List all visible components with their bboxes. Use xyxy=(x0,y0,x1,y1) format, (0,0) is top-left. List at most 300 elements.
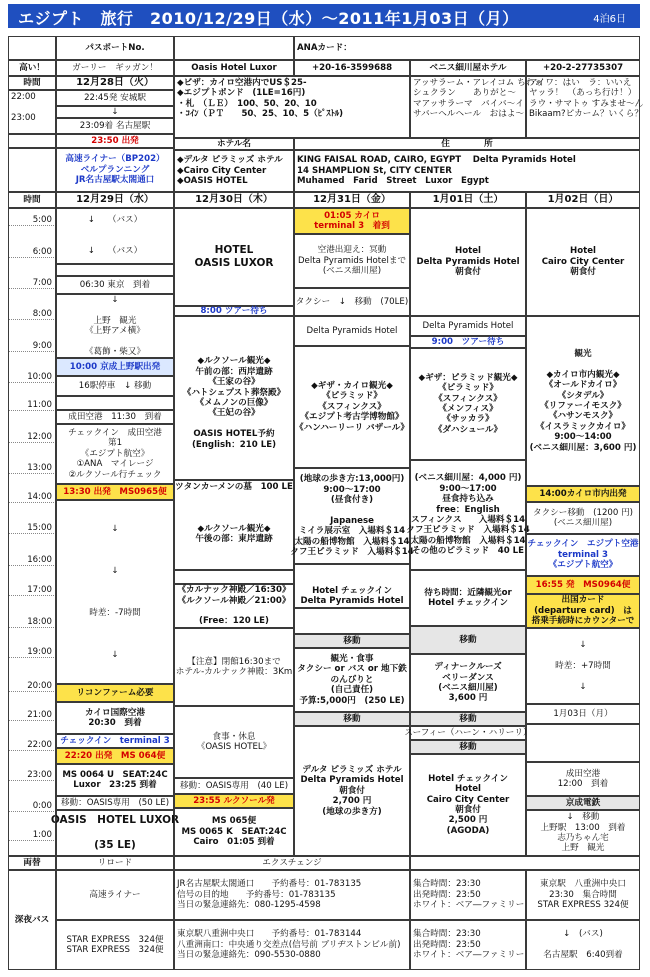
cell-line: ◆カイロ市内観光◆ xyxy=(546,369,620,380)
schedule-cell xyxy=(56,748,174,764)
schedule-cell xyxy=(294,712,410,726)
cell-line: 9:00 ツアー待ち xyxy=(431,336,505,347)
schedule-cell xyxy=(56,208,174,264)
schedule-cell xyxy=(294,648,410,712)
schedule-cell xyxy=(8,60,56,76)
cell-line xyxy=(582,671,585,681)
schedule-cell xyxy=(174,808,294,856)
cell-line: 23:00 xyxy=(11,112,36,123)
cell-line: JR名古屋駅太閤通口 xyxy=(75,175,155,186)
cell-line: 01:05 カイロ xyxy=(324,210,380,221)
cell-line xyxy=(233,346,236,356)
cell-line: 22:20 出発 MS 064便 xyxy=(64,750,166,761)
hour-label: 11:00 xyxy=(27,400,52,410)
schedule-cell xyxy=(174,36,294,60)
schedule-cell xyxy=(294,634,410,648)
cell-line: 9:00～17:00 xyxy=(323,484,381,495)
cell-line: Oasis Hotel Luxor xyxy=(191,62,277,73)
cell-line: 《ハンハーリーリ バザール》 xyxy=(295,422,409,433)
cell-line xyxy=(233,503,236,513)
schedule-cell xyxy=(526,704,640,724)
cell-line xyxy=(114,639,117,649)
schedule-cell xyxy=(174,794,294,808)
schedule-cell xyxy=(8,90,56,134)
schedule-cell xyxy=(294,726,410,856)
hour-label: 7:00 xyxy=(32,278,52,288)
cell-line: Hotel xyxy=(455,784,481,795)
schedule-cell xyxy=(56,148,174,192)
schedule-cell xyxy=(294,564,410,608)
schedule-cell xyxy=(410,208,526,316)
cell-line: terminal 3 xyxy=(558,549,608,560)
cell-line: 観光・食事 xyxy=(330,653,374,664)
cell-line: 高速ライナー（BP202） xyxy=(65,154,165,165)
cell-line: 志乃ちゃん宅 xyxy=(557,833,609,843)
schedule-cell xyxy=(8,134,56,148)
cell-line: 時差：-7時間 xyxy=(89,607,141,618)
schedule-cell xyxy=(56,920,174,970)
schedule-cell xyxy=(526,502,640,534)
schedule-cell xyxy=(8,36,56,60)
cell-line: ◆デルタ ピラミッズ ホテル xyxy=(177,155,283,166)
cell-line: カイロ国際空港 xyxy=(85,707,145,718)
schedule-cell xyxy=(56,410,174,424)
schedule-cell xyxy=(174,856,410,870)
cell-line: ②ルクソール行チェック xyxy=(68,469,162,480)
cell-line: 【注意】閉館16:30まで xyxy=(187,656,281,667)
cell-line: Delta Pyramids Hotel xyxy=(300,775,404,786)
hour-label: 21:00 xyxy=(27,710,52,720)
cell-line: クフ王ピラミッド 入場料＄14 xyxy=(406,525,530,536)
cell-line: Hotel xyxy=(455,246,481,257)
cell-line: (departure card) は xyxy=(534,605,632,616)
cell-line xyxy=(114,226,117,236)
cell-line: チェックイン エジプト空港 xyxy=(527,539,639,550)
cell-line: 23:55 ルクソール発 xyxy=(193,795,275,806)
schedule-cell xyxy=(294,234,410,288)
cell-line: +20-16-3599688 xyxy=(311,62,393,73)
cell-line: ↓ （バス） xyxy=(87,246,143,257)
schedule-cell xyxy=(56,500,174,684)
hour-label: 0:00 xyxy=(32,801,52,811)
cell-line xyxy=(113,827,117,840)
schedule-cell xyxy=(526,208,640,316)
schedule-cell xyxy=(406,460,530,570)
hour-label: 17:00 xyxy=(27,585,52,595)
schedule-cell xyxy=(526,192,640,208)
cell-line: (ベニス細川屋：4,000 円) xyxy=(414,473,522,484)
schedule-cell xyxy=(526,534,640,576)
schedule-cell xyxy=(50,810,180,856)
schedule-cell xyxy=(526,628,640,704)
cell-line: Hotel チェックイン xyxy=(428,773,508,784)
trip-duration: 4泊6日 xyxy=(593,14,626,25)
schedule-cell xyxy=(8,76,56,90)
hour-label: 5:00 xyxy=(32,215,52,225)
schedule-cell xyxy=(174,584,294,628)
cell-line: 《オールドカイロ》 xyxy=(544,380,622,391)
cell-line: 《リファーイモスク》 xyxy=(540,401,626,411)
schedule-cell xyxy=(526,724,640,762)
cell-line: KING FAISAL ROAD, CAIRO, EGYPT Delta Pyramids Hotel xyxy=(297,155,576,166)
schedule-cell xyxy=(410,870,526,920)
cell-line: ヤッラ！ （あっち行け！） xyxy=(529,88,637,99)
hour-label: 12:00 xyxy=(27,432,52,442)
cell-line: 上野駅 13:00 到着 xyxy=(540,822,626,833)
cell-line: 信号の目的地 予約番号：01-783135 xyxy=(177,889,336,900)
schedule-cell xyxy=(526,870,640,920)
cell-line: 《王家の谷》 xyxy=(208,377,260,388)
cell-line: OASIS LUXOR xyxy=(194,257,274,269)
cell-line: 12月31日（金） xyxy=(313,193,391,205)
schedule-cell xyxy=(410,336,526,348)
cell-line: 《シタデル》 xyxy=(557,390,609,401)
cell-line: 深夜バス xyxy=(14,914,50,925)
schedule-cell xyxy=(56,764,174,796)
hour-label: 1:00 xyxy=(32,830,52,840)
cell-line: 《ハサンモスク》 xyxy=(548,411,618,422)
cell-line: (ベニス細川屋：3,600 円) xyxy=(529,442,637,453)
cell-line: MS 0065 K SEAT:24C xyxy=(181,826,287,837)
cell-line: 東京駅 八重洲中央口 xyxy=(540,879,626,890)
cell-line: Hotel チェックイン xyxy=(428,598,508,608)
cell-line: 太陽の船博物館 入場料＄14 xyxy=(294,536,410,547)
hour-label: 18:00 xyxy=(27,617,52,627)
cell-line: 1月03日（月） xyxy=(553,708,613,719)
cell-line: ◆ビザ：カイロ空港内でUS＄25- xyxy=(177,78,307,88)
cell-line: ◆エジプトポンド (1LE=16円) xyxy=(177,88,306,99)
cell-line: 出発時間：23:50 xyxy=(413,889,481,900)
cell-line: 12月30日（木） xyxy=(195,193,273,205)
cell-line xyxy=(233,43,236,53)
cell-line: ◆ルクソール観光◆ xyxy=(197,356,271,367)
schedule-cell xyxy=(8,870,56,970)
schedule-cell xyxy=(56,796,174,810)
cell-line: サバーヘルヘール おはよ～ xyxy=(413,109,525,120)
cell-line: 《ルクソール神殿／21:00》 xyxy=(177,595,291,606)
cell-line xyxy=(351,565,354,575)
cell-line: 名古屋駅 6:40到着 xyxy=(543,950,623,961)
cell-line: スーフィー（ハーン・ハリーリ） xyxy=(404,727,532,738)
schedule-cell xyxy=(526,316,640,486)
cell-line: 《メンフィス》 xyxy=(438,404,498,414)
cell-line: ホワイト：ベア―ファミリー xyxy=(413,900,525,911)
time-column xyxy=(8,208,56,856)
schedule-cell xyxy=(410,316,526,336)
cell-line: 移動 xyxy=(343,713,361,724)
cell-line xyxy=(582,359,585,369)
hour-label: 13:00 xyxy=(27,463,52,473)
cell-line: マアッサラーマ バイバ～イ xyxy=(413,98,524,109)
schedule-cell xyxy=(174,778,294,794)
schedule-cell xyxy=(294,150,640,192)
cell-line xyxy=(582,940,585,950)
schedule-cell xyxy=(404,726,532,740)
cell-line: ↓ xyxy=(111,523,119,534)
cell-line: アッサラーム・アレイコム ちわぁ xyxy=(413,78,543,88)
cell-line: OASIS HOTEL LUXOR xyxy=(50,813,180,826)
cell-line: ベリーダンス xyxy=(442,672,494,683)
cell-line: (AGODA) xyxy=(446,825,490,836)
hour-label: 22:00 xyxy=(27,740,52,750)
schedule-cell xyxy=(56,36,174,60)
cell-line: (Free：120 LE) xyxy=(199,616,269,627)
cell-line: Delta Pyramids Hotel xyxy=(300,596,404,607)
schedule-cell xyxy=(174,628,294,706)
cell-line: ◆ギザ：ピラミッド観光◆ xyxy=(418,372,518,383)
cell-line: Delta Pyramids Hotelまで xyxy=(297,255,407,266)
cell-line xyxy=(114,265,117,275)
cell-line: リロード xyxy=(97,857,133,868)
cell-line: ↓ xyxy=(111,294,119,305)
cell-line: スフィンクス 入場料＄14 xyxy=(410,515,526,525)
schedule-cell xyxy=(56,870,174,920)
schedule-cell xyxy=(56,276,174,294)
schedule-cell xyxy=(174,480,294,570)
schedule-cell xyxy=(526,920,640,970)
cell-line xyxy=(114,398,117,408)
cell-line: 移動：OASIS専用 (50 LE) xyxy=(60,797,170,808)
hour-label: 15:00 xyxy=(27,523,52,533)
cell-line: 移動 xyxy=(459,713,477,724)
cell-line: terminal 3 着到 xyxy=(314,221,390,231)
cell-line: ラウ・サマトゥ すみませ～ん xyxy=(529,98,644,109)
cell-line: 時間 xyxy=(23,194,41,205)
cell-line: 12:00 到着 xyxy=(557,779,609,789)
cell-line: 22:45発 安城駅 xyxy=(84,92,146,103)
cell-line: 上野 観光 xyxy=(93,315,137,326)
schedule-cell xyxy=(294,346,410,468)
cell-line xyxy=(11,102,14,112)
cell-line xyxy=(114,629,117,639)
cell-line: 13:30 出発 MS0965便 xyxy=(63,486,167,497)
cell-line: 成田空港 11:30 到着 xyxy=(68,411,162,422)
schedule-cell xyxy=(56,856,174,870)
schedule-cell xyxy=(410,856,640,870)
cell-line: 《エジプト考古学博物館》 xyxy=(300,412,404,423)
cell-line: ガーリー ギッガン！ xyxy=(72,62,158,73)
cell-line: ツタンカーメンの墓 100 LE xyxy=(175,482,293,492)
schedule-cell xyxy=(56,358,174,376)
schedule-cell xyxy=(174,60,294,76)
hour-label: 23:00 xyxy=(27,770,52,780)
cell-line: 午後の部：東岸遺跡 xyxy=(195,534,273,545)
schedule-cell xyxy=(174,570,294,584)
schedule-cell xyxy=(56,294,174,358)
cell-line: 搭乗手続時にカウンターで xyxy=(531,616,635,627)
cell-line: チェックイン terminal 3 xyxy=(60,735,170,746)
schedule-cell xyxy=(56,106,174,118)
cell-line: ・札 （ＬＥ） 100、50、20、10 xyxy=(177,98,317,109)
cell-line xyxy=(114,305,117,315)
cell-line xyxy=(114,534,117,544)
cell-line: ホテル名 xyxy=(217,138,251,149)
cell-line: (自己責任) xyxy=(330,685,374,696)
cell-line: 朝食付 xyxy=(339,785,365,796)
cell-line: 移動 xyxy=(459,634,477,645)
cell-line: 高速ライナー xyxy=(89,889,141,900)
cell-line: Delta Pyramids Hotel xyxy=(306,325,398,336)
cell-line: 東京駅八重洲中央口 予約番号：01-783144 xyxy=(177,929,362,940)
cell-line: 06:30 東京 到着 xyxy=(79,279,151,290)
cell-line: 《サッカラ》 xyxy=(442,414,494,425)
cell-line: 《ピラミッド》 xyxy=(322,391,382,402)
cell-line: 空港出迎え：冥動 xyxy=(317,245,387,256)
cell-line: +20-2-27735307 xyxy=(542,62,624,73)
schedule-cell xyxy=(174,920,410,970)
schedule-cell xyxy=(294,316,410,346)
cell-line: 昼食持ち込み xyxy=(442,494,494,505)
cell-line: Cairo 01:05 到着 xyxy=(193,837,275,848)
cell-line: 《スフィンクス》 xyxy=(434,393,502,404)
cell-line: (地球の歩き方:13,000円) xyxy=(299,474,405,485)
schedule-cell xyxy=(410,920,526,970)
cell-line: リコンファーム必要 xyxy=(76,687,154,698)
schedule-cell xyxy=(56,134,174,148)
schedule-cell xyxy=(526,576,640,594)
schedule-cell xyxy=(56,684,174,702)
cell-line: 12月28日（火） xyxy=(76,76,154,88)
cell-line: 14:00カイロ市内出発 xyxy=(539,488,627,499)
cell-line: STAR EXPRESS 324便 xyxy=(66,934,164,945)
schedule-cell xyxy=(294,288,410,316)
schedule-cell xyxy=(526,594,640,628)
cell-line xyxy=(31,136,34,146)
cell-line: 予算:5,000円 (250 LE) xyxy=(299,695,405,706)
cell-line xyxy=(31,165,34,175)
cell-line: JR名古屋駅太閤通口 予約番号：01-783135 xyxy=(177,879,362,890)
schedule-cell xyxy=(174,706,294,778)
schedule-cell xyxy=(56,192,174,208)
schedule-cell xyxy=(174,192,294,208)
cell-line: MS 0064 U SEAT:24C xyxy=(62,769,168,780)
cell-line: ↓ xyxy=(579,639,587,650)
schedule-cell xyxy=(410,712,526,726)
schedule-cell xyxy=(410,76,543,138)
schedule-cell xyxy=(526,76,644,138)
cell-line: ・ｺｲﾝ（ＰＴ 50、25、10、5（ﾋﾟｽﾄﾙ) xyxy=(177,109,344,120)
schedule-cell xyxy=(8,148,56,192)
cell-line: 上野 観光 xyxy=(561,843,605,854)
schedule-cell xyxy=(410,60,526,76)
schedule-cell xyxy=(526,762,640,796)
schedule-cell xyxy=(410,348,526,460)
cell-line: 《イスラミックカイロ》 xyxy=(535,421,631,432)
cell-line: (35 LE) xyxy=(94,839,136,852)
cell-line: 当日の緊急連絡先：080-1295-4598 xyxy=(177,900,321,911)
cell-line: 《メムノンの巨像》 xyxy=(195,398,273,408)
cell-line: 《ピラミッド》 xyxy=(438,383,498,394)
schedule-cell xyxy=(294,60,410,76)
hour-label: 19:00 xyxy=(27,647,52,657)
cell-line: ベニス細川屋ホテル xyxy=(429,62,507,73)
cell-line: 《王妃の谷》 xyxy=(208,408,260,419)
cell-line: 第1 xyxy=(107,438,123,449)
cell-line: 《葛飾・柴又》 xyxy=(84,346,146,357)
cell-line: ◆ルクソール観光◆ xyxy=(197,523,271,534)
schedule-cell xyxy=(410,626,526,654)
schedule-cell xyxy=(56,118,174,134)
cell-line: その他のピラミッド 40 LE xyxy=(411,546,525,557)
cell-line: Luxor 23:25 到着 xyxy=(73,780,157,790)
schedule-cell xyxy=(174,306,294,316)
cell-line: 23:30 集合時間 xyxy=(549,889,617,900)
cell-line: 朝食付 xyxy=(455,267,481,278)
schedule-cell xyxy=(56,702,174,734)
hour-label: 20:00 xyxy=(27,681,52,691)
cell-line xyxy=(233,513,236,523)
schedule-cell xyxy=(174,208,294,306)
schedule-cell xyxy=(410,654,526,712)
hour-label: 9:00 xyxy=(32,341,52,351)
cell-line: 京成電鉄 xyxy=(565,797,601,808)
cell-line: 移動 xyxy=(343,635,361,646)
schedule-cell xyxy=(56,396,174,410)
cell-line: 10:00 京成上野駅出発 xyxy=(69,361,161,372)
cell-line: ↓ xyxy=(111,565,119,576)
cell-line: ↓ （バス） xyxy=(87,215,143,226)
cell-line: (ベニス細川屋) xyxy=(438,683,498,693)
cell-line: 《OASIS HOTEL》 xyxy=(196,742,272,752)
schedule-cell xyxy=(290,468,414,564)
schedule-cell xyxy=(174,870,410,920)
schedule-cell xyxy=(56,76,174,90)
cell-line: ANAカード： xyxy=(297,42,352,53)
schedule-cell xyxy=(8,856,56,870)
cell-line: のんびりと xyxy=(330,674,374,685)
cell-line: 両替 xyxy=(23,857,41,868)
cell-line: Japanese xyxy=(330,516,374,526)
cell-line: クフ王ピラミッド 入場料＄14 xyxy=(290,547,414,558)
cell-line: 成田空港 xyxy=(565,768,601,779)
cell-line xyxy=(114,576,117,586)
cell-line: 時間 xyxy=(23,77,41,88)
cell-line: 当日の緊急連絡先：090-5530-0880 xyxy=(177,950,321,961)
cell-line: ↓ 移動 xyxy=(566,812,600,823)
cell-line: 午前の部：西岸遺跡 xyxy=(195,366,273,377)
cell-line: OASIS HOTEL予約 xyxy=(193,429,275,440)
cell-line: ↓ xyxy=(111,649,119,660)
cell-line: タクシー ↓ 移動 (70LE) xyxy=(295,296,409,307)
cell-line: 《上野アメ横》 xyxy=(85,326,145,336)
cell-line: ◆Cairo City Center xyxy=(177,165,267,176)
cell-line: 16:55 発 MS0964便 xyxy=(535,579,631,590)
cell-line: 住 所 xyxy=(441,138,493,149)
cell-line xyxy=(582,738,585,748)
cell-line: タクシー or バス or 地下鉄 xyxy=(297,664,407,675)
schedule-cell xyxy=(294,192,410,208)
cell-line: 八重洲南口：中央通り交差点(信号前 ブリヂストンビル前) xyxy=(177,939,401,950)
schedule-cell xyxy=(174,138,294,150)
schedule-cell xyxy=(410,754,526,856)
cell-line xyxy=(582,650,585,660)
cell-line: 23:09着 名古屋駅 xyxy=(79,120,151,131)
cell-line xyxy=(114,597,117,607)
cell-line: チェックイン 成田空港 xyxy=(68,427,162,438)
cell-line: free：English xyxy=(436,504,500,515)
cell-line: ↓ xyxy=(111,106,119,117)
cell-line: 《エジプト航空》 xyxy=(548,560,618,571)
cell-line: 移動：OASIS専用 (40 LE) xyxy=(179,780,289,791)
cell-line: ディナークルーズ xyxy=(434,662,502,673)
cell-line xyxy=(233,606,236,616)
cell-line: パスポートNo. xyxy=(85,42,145,53)
hour-label: 16:00 xyxy=(27,555,52,565)
schedule-cell xyxy=(174,76,410,138)
cell-line: Muhamed Farid Street Luxor Egypt xyxy=(297,176,489,187)
schedule-cell xyxy=(56,424,174,484)
cell-line: 22:00 xyxy=(11,92,36,102)
